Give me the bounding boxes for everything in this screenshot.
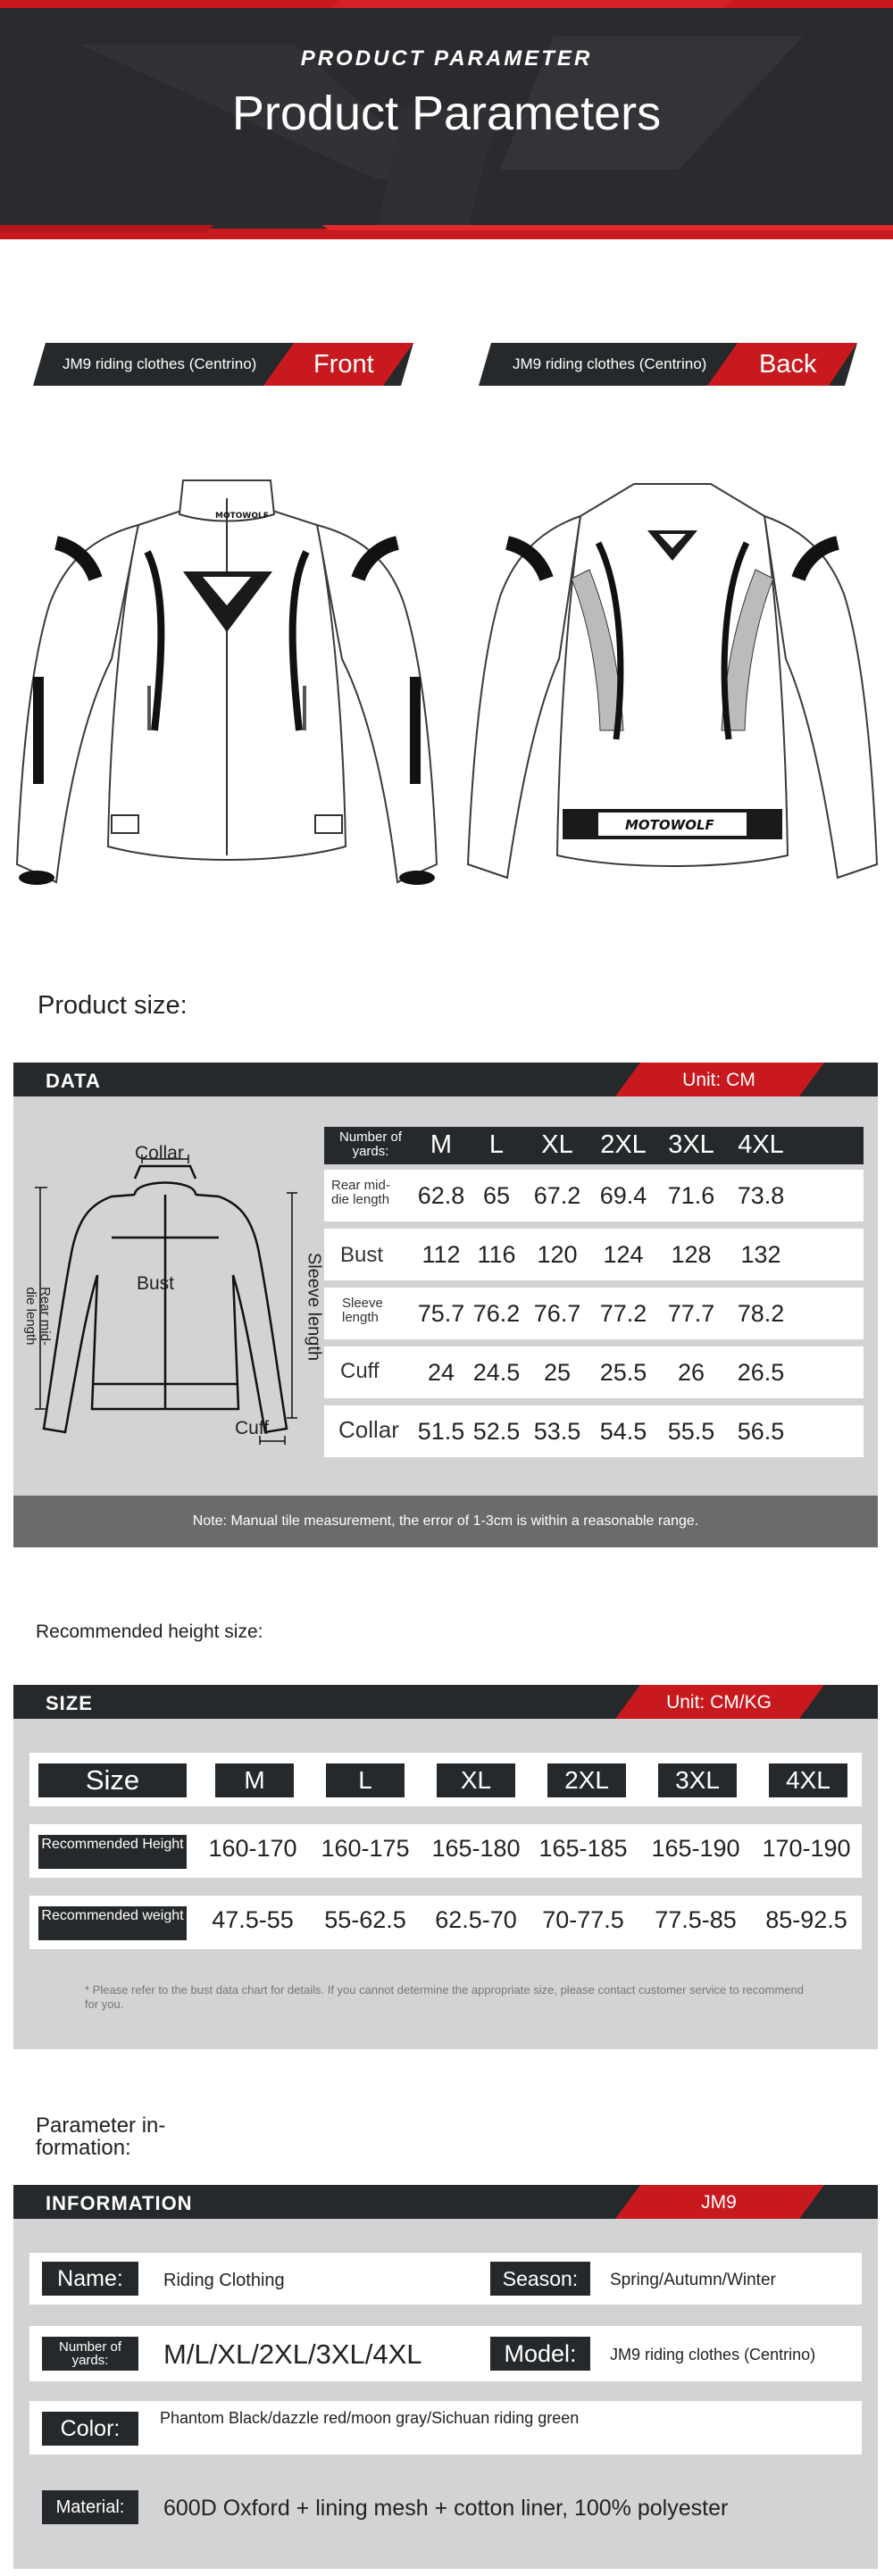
yards-value: M/L/XL/2XL/3XL/4XL [163,2338,422,2370]
material-value: 600D Oxford + lining mesh + cotton liner, 100% polyester [163,2496,729,2521]
recommended-heading: Recommended height size: [36,1621,263,1642]
size-label-row [29,1753,862,1806]
size-data-unit: Unit: CM [682,1070,755,1090]
recommended-height-label: Recommended Height [38,1835,187,1869]
size-col-2xl: 2XL [600,1130,647,1159]
recommended-weight-label: Recommended weight [38,1906,187,1940]
recommended-size-panel [13,1685,878,2049]
size-data-bar [13,1063,878,1096]
table-row [324,1229,864,1280]
table-cell: 78.2 [737,1300,785,1327]
back-brand-mark: MOTOWOLF [625,817,714,833]
table-row [324,1170,864,1221]
table-cell: 116 [477,1241,516,1268]
table-cell: 25.5 [599,1359,647,1386]
table-cell: 52.5 [472,1418,521,1445]
size-title-pill: Size [38,1763,187,1797]
table-row [324,1288,864,1339]
size-recommendation-note: * Please refer to the bust data chart for details. If you cannot determine the appropriate size, please contact customer service to recommend for you. [85,1983,804,2011]
model-key: Model: [490,2337,590,2371]
weight-value: 77.5-85 [655,1906,737,1933]
height-value: 160-175 [321,1835,410,1862]
product-size-heading: Product size: [38,991,188,1020]
table-row [324,1405,864,1457]
information-title: INFORMATION [46,2192,193,2214]
table-cell: 24 [427,1359,455,1386]
size-pill-l: L [326,1763,405,1797]
row-label: Bust [340,1243,384,1267]
size-col-3xl: 3XL [668,1130,714,1159]
front-brand-mark: MOTOWOLF [215,512,269,521]
name-key: Name: [42,2262,138,2296]
size-col-m: M [430,1130,453,1159]
information-heading: Parameter in- formation: [36,2113,166,2160]
table-cell: 75.7 [417,1300,465,1327]
diagram-sleeve-label: Sleeve length [304,1252,324,1362]
back-side-label: Back [759,350,817,379]
jacket-back-illustration [464,471,880,887]
size-col-4xl: 4XL [738,1130,784,1159]
row-label: Cuff [340,1359,380,1383]
weight-value: 47.5-55 [212,1906,294,1933]
info-row-color [29,2401,862,2455]
model-value: JM9 riding clothes (Centrino) [610,2346,816,2363]
table-cell: 132 [740,1241,781,1268]
size-col-xl: XL [541,1130,573,1159]
table-cell: 69.4 [599,1182,647,1209]
hero-kicker: PRODUCT PARAMETER [300,46,593,71]
material-key: Material: [42,2490,138,2524]
height-row [29,1824,862,1878]
diagram-cuff-label: Cuff [235,1418,270,1438]
weight-value: 70-77.5 [542,1906,624,1933]
table-row [324,1346,864,1398]
season-key: Season: [490,2262,590,2296]
back-view-tag [479,343,857,386]
table-cell: 76.7 [533,1300,581,1327]
height-value: 165-185 [538,1835,628,1862]
table-cell: 73.8 [737,1182,785,1209]
table-cell: 128 [671,1241,712,1268]
info-row-name [29,2253,862,2305]
info-row-material [29,2478,862,2537]
row-label: Rear mid-die length [331,1178,390,1207]
height-value: 160-170 [208,1835,297,1862]
diagram-bust-label: Bust [137,1273,175,1294]
front-side-label: Front [313,350,374,379]
table-cell: 51.5 [417,1418,465,1445]
table-cell: 77.7 [667,1300,715,1327]
diagram-collar-label: Collar [135,1143,184,1163]
recommended-size-title: SIZE [46,1692,93,1714]
hero-title: Product Parameters [231,87,662,140]
season-value: Spring/Autumn/Winter [610,2271,776,2289]
weight-value: 85-92.5 [765,1906,847,1933]
information-bar [13,2185,878,2219]
size-data-title: DATA [46,1070,101,1092]
table-cell: 53.5 [533,1418,581,1445]
table-cell: 62.8 [417,1182,465,1209]
table-cell: 26 [677,1359,705,1386]
row-label: Sleeve length [342,1296,383,1325]
recommended-size-unit: Unit: CM/KG [666,1692,772,1713]
name-value: Riding Clothing [163,2271,285,2290]
jacket-front-illustration [13,471,440,896]
size-pill-xl: XL [437,1763,515,1797]
table-cell: 65 [482,1182,511,1209]
table-cell: 112 [421,1241,461,1268]
back-model-label: JM9 riding clothes (Centrino) [513,355,707,372]
diagram-rear-label: Rear mid- die length [23,1287,53,1346]
size-pill-3xl: 3XL [658,1763,737,1797]
row-label: Collar [338,1416,399,1443]
table-cell: 26.5 [737,1359,785,1386]
weight-value: 55-62.5 [324,1906,406,1933]
size-data-panel [13,1063,878,1547]
table-cell: 55.5 [667,1418,715,1445]
front-model-label: JM9 riding clothes (Centrino) [63,355,257,372]
size-col-l: L [488,1130,505,1159]
hero-banner [0,0,893,239]
height-value: 165-190 [651,1835,740,1862]
front-view-tag [33,343,413,386]
table-cell: 124 [603,1241,644,1268]
table-cell: 24.5 [472,1359,521,1386]
table-cell: 77.2 [599,1300,647,1327]
weight-row [29,1896,862,1949]
color-value: Phantom Black/dazzle red/moon gray/Sichuan riding green [160,2409,580,2427]
size-table-header [324,1127,864,1164]
table-cell: 76.2 [472,1300,521,1327]
table-cell: 54.5 [599,1418,647,1445]
size-pill-4xl: 4XL [769,1763,847,1797]
height-value: 170-190 [762,1835,851,1862]
number-of-yards-label: Number of yards: [338,1130,403,1159]
table-cell: 71.6 [667,1182,715,1209]
info-row-yards [29,2326,862,2381]
weight-value: 62.5-70 [435,1906,517,1933]
table-cell: 67.2 [533,1182,581,1209]
yards-key: Number of yards: [42,2337,138,2371]
information-model-tag: JM9 [701,2192,737,2213]
height-value: 165-180 [431,1835,521,1862]
recommended-size-bar [13,1685,878,1719]
measurement-note: Note: Manual tile measurement, the error of 1-3cm is within a reasonable range. [13,1496,878,1547]
size-pill-m: M [215,1763,294,1797]
table-cell: 25 [543,1359,572,1386]
table-cell: 56.5 [737,1418,785,1445]
table-cell: 120 [537,1241,578,1268]
size-pill-2xl: 2XL [547,1763,626,1797]
color-key: Color: [42,2412,138,2446]
information-panel [13,2185,878,2569]
